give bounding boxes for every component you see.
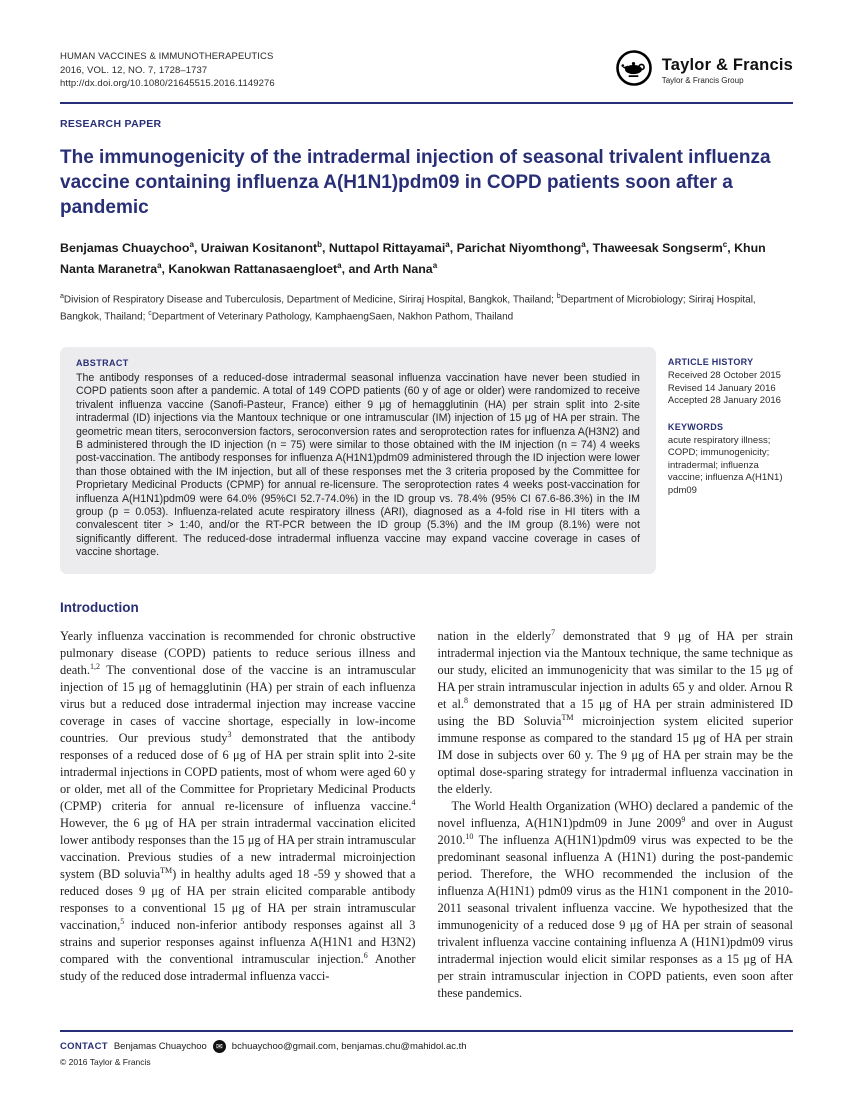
article-type-label: RESEARCH PAPER xyxy=(60,118,162,130)
page-title: The immunogenicity of the intradermal injection of seasonal trivalent influenza vaccine containing influenza A(H1N1)pdm09 in COPD patients soon after a pandemic xyxy=(60,147,771,218)
publisher-logo xyxy=(614,48,793,93)
introduction-section xyxy=(60,600,793,1002)
abstract-row xyxy=(60,347,793,574)
history-item: Received 28 October 2015 xyxy=(667,369,781,381)
abstract-section xyxy=(60,347,656,574)
page-footer xyxy=(60,1030,793,1067)
intro-paragraph: Yearly influenza vaccination is recommended for chronic obstructive pulmonary disease (COPD) patients to reduce serious illness and death.$^{1,2}$ The conventional dose of the vaccine is an intramuscular injection of 15 μg of hemagglutinin (HA) per strain of each influenza virus but a reduced dose intradermal injection may increase vaccine coverage in cases of vaccine shortage, especially in low-income countries. Our previous study$^3$ demonstrated that the antibody responses of a reduced dose of 6 μg of HA per strain split into 2-site intradermal injections in COPD patients, most of whom were aged 60 y or older, met all of the Committee for Proprietary Medicinal Products (CPMP) criteria for annual re-licensure of influenza vaccine.$^4$ However, the 6 μg of HA per strain intradermal vaccination elicited lower antibody responses than the 15 μg of HA per strain intramuscular vaccination. Previous studies of a new intradermal microinjection system (BD soluvia™) in healthy adults aged 18 -59 y showed that a reduced doses 9 μg of HA per strain elicited comparable antibody responses to a conventional 15 μg of HA per strain intramuscular vaccination,$^5$ induced non-inferior antibody responses against all 3 strains and superior responses against influenza A(H1N1 and H3N2) compared with the conventional intramuscular injection.$^6$ Another study of the reduced dose intradermal influenza vacci- xyxy=(60,628,416,983)
introduction-heading: Introduction xyxy=(60,599,139,615)
history-item: Revised 14 January 2016 xyxy=(667,382,776,394)
header-rule xyxy=(60,102,793,104)
keywords-label: KEYWORDS xyxy=(667,421,724,432)
publisher-group: Taylor & Francis Group xyxy=(661,76,744,85)
abstract-text: The antibody responses of a reduced-dose intradermal seasonal influenza vaccination have never been studied in COPD patients soon after a pandemic. A total of 149 COPD patients (60 y of age or older) were randomized to receive trivalent influenza vaccine (Sanofi-Pasteur, France) either 9 μg of hemagglutinin (HA) per strain split into 2-site intradermal (ID) injections via the Mantoux technique or one intramuscular (IM) injection of 15 μg of HA per strain. The geometric mean titers, seroconversion factors, seroconversion rates and seroprotection rates for influenza A(H3N2) and B administered through the ID injection (n = 75) were similar to those obtained with the IM injection (n = 74) 4 weeks post-vaccination. The antibody responses for influenza A(H1N1)pdm09 administered through the ID injection were lower than those obtained with the IM injection, but all of these responses met the 3 criteria proposed by the Committee for Proprietary Medicinal Products (CPMP) for annual re-licensure. The seroprotection rates 4 weeks post-vaccination for influenza A(H1N1)pdm09 were 64.0% (95%CI 52.7-74.0%) in the ID group vs. 78.4% (95% CI 67.6-86.3%) in the IM group (p = 0.053). Influenza-related acute respiratory illness (ARI), diagnosed as a 4-fold rise in HI titers with a convalescent titer > 1:40, and/or the RT-PCR between the ID group (5.3%) and the IM group (8.1%) were not significantly different. The reduced-dose intradermal influenza vaccine may expand vaccine coverage in cases of vaccine shortage. xyxy=(76,371,640,559)
body-columns xyxy=(60,628,793,1002)
intro-paragraph: nation in the elderly$^7$ demonstrated that 9 μg of HA per strain intradermal injection via the Mantoux technique, the same technique as our study, elicited an immunogenicity that was similar to the 15 μg of HA per strain intramuscular injection in adults 65 y and older. Arnou R et al.$^8$ demonstrated that a 15 μg of HA per strain administered ID using the BD Soluvia™ microinjection system elicited superior immune response as compared to the standard 15 μg of HA per strain IM dose in subjects over 60 y. The 9 μg of HA per strain may be the optimal dose-sparing strategy for intradermal influenza vaccination in the elderly. xyxy=(437,627,793,796)
contact-name: Benjamas Chuaychoo xyxy=(113,1041,207,1052)
authors-line: Benjamas Chuaychoo$^a$, Uraiwan Kositanont$^b$, Nuttapol Rittayamai$^a$, Parichat Niyomthong$^a$, Thaweesak Songserm$^c$, Khun Nanta Maranetra$^a$, Kanokwan Rattanasaengloet$^a$, and Arth Nana$^a$ xyxy=(60,240,766,277)
article-history-label: ARTICLE HISTORY xyxy=(667,356,754,367)
contact-emails[interactable]: bchuaychoo@gmail.com, benjamas.chu@mahidol.ac.th xyxy=(231,1041,467,1052)
journal-title: HUMAN VACCINES & IMMUNOTHERAPEUTICS xyxy=(60,51,274,62)
publisher-logotype xyxy=(662,56,793,85)
keywords-text: acute respiratory illness; COPD; immunogenicity; intradermal; influenza vaccine; influenza A(H1N1) pdm09 xyxy=(667,434,783,497)
journal-info xyxy=(60,50,275,91)
contact-line xyxy=(60,1040,793,1053)
article-meta-sidebar xyxy=(668,347,793,574)
intro-column-right xyxy=(438,628,794,1002)
footer-rule xyxy=(60,1030,793,1032)
volume-line: 2016, VOL. 12, NO. 7, 1728–1737 xyxy=(60,64,208,76)
affiliations: $^a$Division of Respiratory Disease and Tuberculosis, Department of Medicine, Siriraj Hospital, Bangkok, Thailand; $^b$Department of Microbiology; Siriraj Hospital, Bangkok, Thailand; $^c$Department of Veterinary Pathology, KamphaengSaen, Nakhon Pathom, Thailand xyxy=(60,293,756,323)
email-icon: ✉ xyxy=(213,1040,226,1053)
abstract-label: ABSTRACT xyxy=(76,357,129,368)
contact-label: CONTACT xyxy=(60,1041,108,1052)
page-header xyxy=(60,50,793,93)
taylor-francis-logo-icon xyxy=(614,48,654,93)
doi-link[interactable]: http://dx.doi.org/10.1080/21645515.2016.1149276 xyxy=(60,78,275,89)
copyright: © 2016 Taylor & Francis xyxy=(60,1057,151,1067)
publisher-name: Taylor & Francis xyxy=(661,56,793,74)
history-item: Accepted 28 January 2016 xyxy=(667,395,781,407)
intro-paragraph: The World Health Organization (WHO) declared a pandemic of the novel influenza, A(H1N1)pdm09 in June 2009$^9$ and over in August 2010.10 The influenza A(H1N1)pdm09 virus was expected to be the predominant seasonal influenza A (H1N1) during the post-pandemic period. Therefore, the WHO recommended the inclusion of the influenza A(H1N1) pdm09 virus as the H1N1 component in the 2010-2011 seasonal trivalent influenza vaccine. We hypothesized that the immunogenicity of a reduced dose 9 μg of HA per strain of seasonal trivalent influenza vaccine containing influenza A (H1N1)pdm09 virus intradermal injection would elicit similar responses as a 15 μg of HA per strain intramuscular injection in COPD patients, even soon after these pandemics. xyxy=(437,798,793,1000)
intro-column-left xyxy=(60,628,416,1002)
